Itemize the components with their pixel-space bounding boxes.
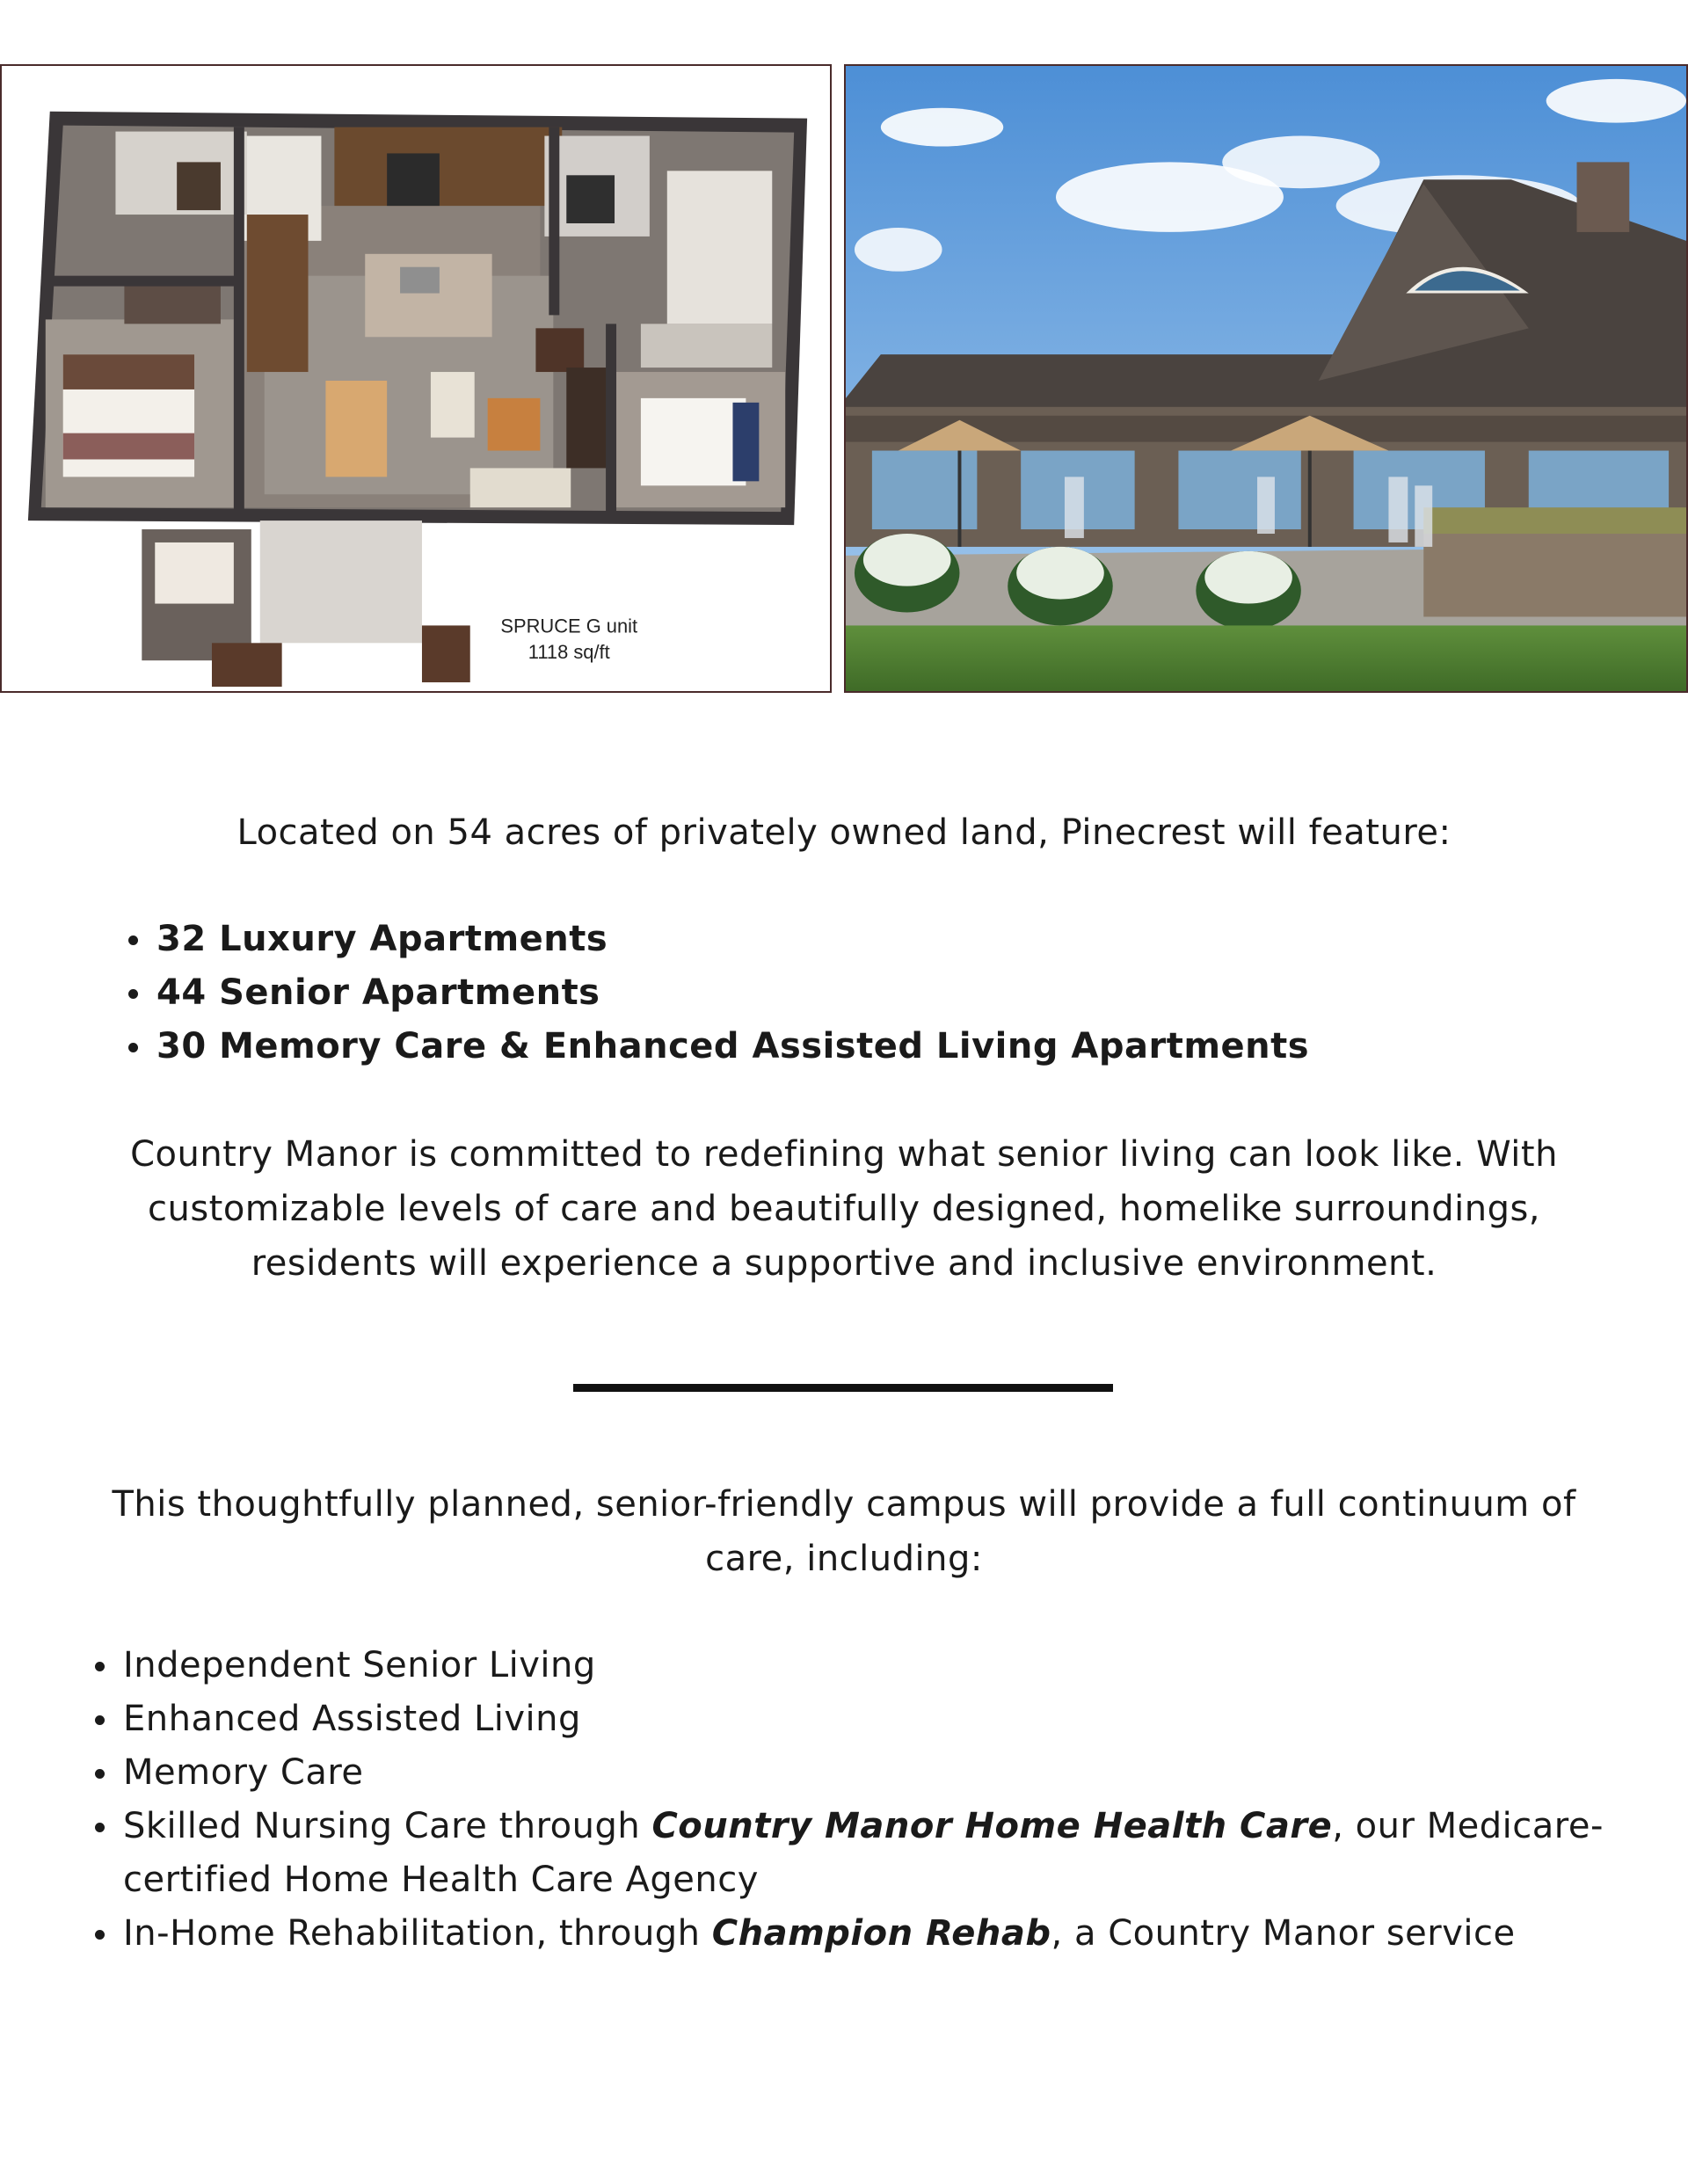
champion-rehab-name: Champion Rehab [711,1913,1051,1954]
list-item: Memory Care [123,1746,1635,1800]
continuum-intro-text: This thoughtfully planned, senior-friendly campus will provide a full continuum of care, including: [112,1484,1576,1579]
floorplan-illustration [2,66,830,691]
care-services-list [123,1639,1635,1961]
list-item-text: In-Home Rehabilitation, through [123,1913,712,1954]
list-item: Enhanced Assisted Living [123,1693,1635,1746]
list-item: 44 Senior Apartments [156,966,1309,1020]
unit-name-label: SPRUCE G unit [500,615,638,637]
exterior-illustration [846,66,1686,691]
section-divider [573,1384,1113,1392]
unit-size-label: 1118 sq/ft [528,641,610,664]
home-health-care-name: Country Manor Home Health Care [651,1806,1333,1846]
floorplan-image [0,64,832,693]
list-item: 32 Luxury Apartments [156,913,1309,966]
intro-text: Located on 54 acres of privately owned land, Pinecrest will feature: [236,812,1452,853]
list-item [123,1907,1635,1961]
list-item-text: , a Country Manor service [1051,1913,1516,1954]
list-item-text: Skilled Nursing Care through [123,1806,652,1846]
list-item-text: , our Medicare-certified Home Health Care Agency [123,1806,1604,1900]
list-item: Independent Senior Living [123,1639,1635,1693]
list-item: 30 Memory Care & Enhanced Assisted Living Apartments [156,1020,1309,1074]
mission-paragraph: Country Manor is committed to redefining what senior living can look like. With customizable levels of care and beautifully designed, homelike surroundings, residents will experience a supportive and inclusive environment. [130,1134,1558,1284]
building-exterior-image [844,64,1688,693]
features-list [156,913,1309,1074]
list-item [123,1800,1635,1907]
